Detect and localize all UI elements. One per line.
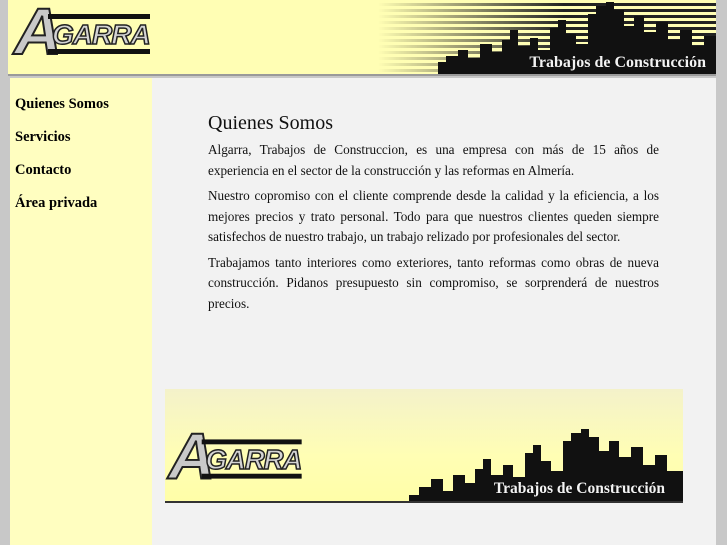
header-tagline: Trabajos de Construcción bbox=[529, 54, 706, 71]
logo-initial: A bbox=[14, 0, 62, 68]
paragraph-commitment: Nuestro copromiso con el cliente comprende desde la calidad y la eficiencia, a los mejores precios y trato personal. Todo para que nuestros clientes queden siempre satisfechos de nuestro trabajo, un trabajo relizado por profesionales del sector. bbox=[208, 188, 659, 244]
page-gutter bbox=[716, 0, 727, 545]
banner-logo-wordmark-text: GARRA bbox=[205, 444, 302, 475]
sidebar-item-servicios[interactable]: Servicios bbox=[15, 129, 71, 145]
sidebar-item-area-privada[interactable]: Área privada bbox=[15, 195, 98, 211]
banner-logo bbox=[168, 419, 303, 493]
banner-logo-wordmark bbox=[202, 439, 302, 478]
page-title: Quienes Somos bbox=[208, 112, 333, 134]
site-logo[interactable] bbox=[14, 0, 152, 68]
site-header bbox=[8, 0, 716, 76]
logo-wordmark-text: GARRA bbox=[52, 19, 150, 50]
sidebar-nav bbox=[10, 78, 152, 545]
article bbox=[208, 113, 659, 319]
sidebar-item-contacto[interactable]: Contacto bbox=[15, 162, 72, 178]
main-content-area bbox=[152, 78, 716, 545]
banner-tagline: Trabajos de Construcción bbox=[493, 480, 665, 497]
logo-wordmark bbox=[48, 14, 150, 54]
paragraph-intro: Algarra, Trabajos de Construccion, es una empresa con más de 15 años de experiencia en el sector de la construcción y las reformas en Almería. bbox=[208, 142, 659, 178]
paragraph-services: Trabajamos tanto interiores como exteriores, tanto reformas como obras de nueva construcción. Pidanos presupuesto sin compromiso, se sorprenderá de nuestros precios. bbox=[208, 254, 659, 311]
sidebar-item-quienes-somos[interactable]: Quienes Somos bbox=[15, 96, 109, 112]
banner-logo-initial: A bbox=[168, 419, 216, 493]
footer-banner bbox=[165, 389, 683, 503]
